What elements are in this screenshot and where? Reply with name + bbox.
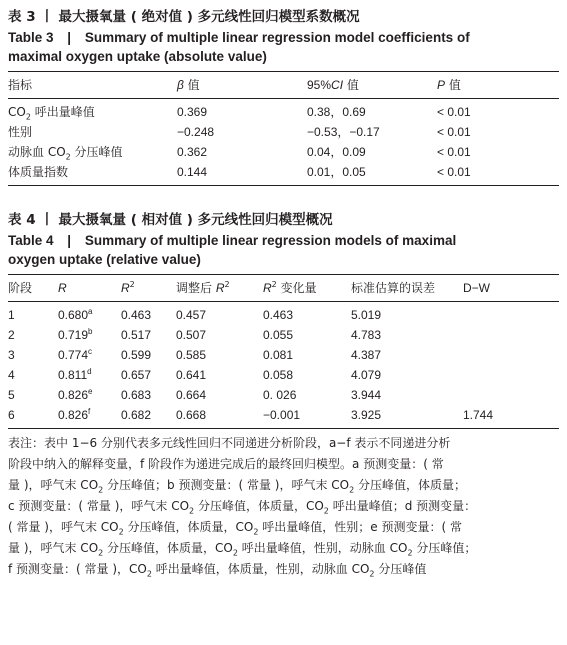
indicator-text: 动脉血 CO [8, 145, 66, 159]
indicator-subscript: 2 [25, 112, 31, 122]
table4-r2-cell: 0.517 [121, 328, 152, 342]
note-text: 分压峰值；b 预测变量：( 常量 )，呼气末 CO [103, 478, 350, 492]
indicator-text: 性别 [8, 125, 33, 139]
table4-row [8, 365, 559, 385]
table4-r-cell [58, 325, 121, 345]
table4-dw-cell [463, 345, 559, 365]
table4-header-row [8, 275, 559, 301]
r-superscript: e [88, 387, 93, 396]
table3-beta-cell: −0.248 [177, 125, 215, 139]
note-line [8, 517, 559, 538]
note-text: 分压峰值，体质量； [354, 478, 467, 492]
table4-r2-change-cell: 0.463 [263, 308, 294, 322]
note-subscript: 2 [407, 548, 413, 558]
table4-row [8, 405, 559, 425]
table3-en-separator: | [67, 30, 72, 45]
table4-std-error-cell: 4.783 [351, 328, 382, 342]
table4-adjusted-r2-cell: 0.585 [176, 348, 207, 362]
table4-en-separator: | [67, 233, 72, 248]
indicator-text-suffix: 呼出量峰值 [30, 105, 95, 119]
table4-header-std-error: 标准估算的误差 [351, 281, 436, 295]
table4-en-line1 [8, 231, 559, 250]
table4-r2-cell: 0.599 [121, 348, 152, 362]
table4-en-title-line1: Summary of multiple linear regression models of maximal [84, 233, 457, 248]
note-text: 呼出量峰值；d 预测变量： [328, 499, 477, 513]
note-text: 呼出量峰值，性别；e 预测变量：( 常 [258, 520, 462, 534]
table3-ci-cell: 0.04，0.09 [307, 145, 366, 159]
table3-en-title-line1: Summary of multiple linear regression model coefficients of [84, 30, 470, 45]
r-value: 0.680 [58, 308, 89, 322]
note-line [8, 496, 559, 517]
table4-dw-cell [463, 365, 559, 385]
table3-coefficients-table [8, 72, 559, 98]
note-text: 呼出量峰值，体质量，性别，动脉血 CO [151, 562, 370, 576]
r-superscript: d [87, 367, 92, 376]
table4-header-r: R [58, 281, 67, 295]
table3-bottom-rule [8, 185, 559, 186]
table4-std-error-cell: 3.925 [351, 408, 382, 422]
table4-std-error-cell: 3.944 [351, 388, 382, 402]
table3-header-beta: β 值 [177, 78, 200, 92]
table4-header-rule [8, 301, 559, 302]
table3-row [8, 122, 559, 142]
table4-adjusted-r2-cell: 0.457 [176, 308, 207, 322]
indicator-text: CO [8, 105, 26, 119]
table3-ci-cell: −0.53，−0.17 [307, 125, 380, 139]
note-text: 量 )，呼气末 CO [8, 478, 99, 492]
indicator-text: 体质量指数 [8, 165, 69, 179]
table3-cn-separator: 丨 [40, 9, 54, 25]
table4-std-error-cell: 5.019 [351, 308, 382, 322]
table3-header-indicator: 指标 [8, 78, 33, 92]
table4-stage-cell: 3 [8, 348, 15, 362]
table4-adjusted-r2-cell: 0.668 [176, 408, 207, 422]
table4-header-r2: $R^2$ [121, 280, 135, 295]
note-subscript: 2 [369, 569, 375, 579]
table4-dw-cell: 1.744 [463, 408, 494, 422]
document-page [8, 8, 559, 580]
table4-r-cell [58, 385, 121, 405]
note-subscript: 2 [146, 569, 152, 579]
table4-r2-cell: 0.682 [121, 408, 152, 422]
table3-header-row [8, 72, 559, 98]
table3-p-cell: < 0.01 [437, 165, 471, 179]
table3-indicator-cell [8, 102, 177, 122]
note-subscript: 2 [118, 527, 124, 537]
note-text: 分压峰值，体质量，CO [194, 499, 324, 513]
r-value: 0.826 [58, 388, 89, 402]
table4-dw-cell [463, 325, 559, 345]
table4-r2-change-cell: 0.055 [263, 328, 294, 342]
table4-r2-change-cell: 0.058 [263, 368, 294, 382]
r-value: 0.811 [58, 368, 88, 382]
table4-r2-change-cell: 0. 026 [263, 388, 297, 402]
table4-cn-separator: 丨 [40, 212, 54, 228]
table4-adjusted-r2-cell: 0.664 [176, 388, 207, 402]
table3-en-prefix: Table 3 [8, 30, 54, 45]
r-value: 0.826 [58, 408, 89, 422]
table4-cn-prefix: 表 4 [8, 212, 36, 228]
note-text: c 预测变量：( 常量 )，呼气末 CO [8, 499, 190, 513]
table4-r2-cell: 0.463 [121, 308, 152, 322]
note-text: ( 常量 )，呼气末 CO [8, 520, 119, 534]
table3-beta-cell: 0.144 [177, 165, 208, 179]
table3-row [8, 102, 559, 122]
table4-r-cell [58, 345, 121, 365]
table3-p-cell: < 0.01 [437, 105, 471, 119]
table4-std-error-cell: 4.079 [351, 368, 382, 382]
note-text: 阶段中纳入的解释变量，f 阶段作为递进完成后的最终回归模型。a 预测变量：( 常 [8, 457, 444, 471]
indicator-subscript: 2 [65, 152, 71, 162]
table4-dw-cell [463, 385, 559, 405]
note-text: 表注：表中 1−6 分别代表多元线性回归不同递进分析阶段，a−f 表示不同递进分析 [8, 436, 451, 450]
table4-adjusted-r2-cell: 0.507 [176, 328, 207, 342]
table4-header-adjusted-r2: 调整后 $R^2$ [176, 280, 230, 295]
table4-dw-cell [463, 305, 559, 325]
note-subscript: 2 [98, 548, 104, 558]
table4-chinese-title [8, 211, 559, 229]
table3-p-cell: < 0.01 [437, 125, 471, 139]
indicator-text-suffix: 分压峰值 [70, 145, 123, 159]
note-subscript: 2 [232, 548, 238, 558]
table3-cn-prefix: 表 3 [8, 9, 36, 25]
table3-ci-cell: 0.38，0.69 [307, 105, 366, 119]
table4-r-cell [58, 405, 121, 425]
note-subscript: 2 [98, 485, 104, 495]
table3-indicator-cell [8, 142, 177, 162]
table3-header-rule [8, 98, 559, 99]
table4-note [8, 433, 559, 580]
note-subscript: 2 [189, 506, 195, 516]
table4-r2-cell: 0.683 [121, 388, 152, 402]
table4-stage-cell: 5 [8, 388, 15, 402]
table3-english-title [8, 28, 559, 66]
table4-header-dw: D−W [463, 281, 490, 295]
table3-p-cell: < 0.01 [437, 145, 471, 159]
note-line [8, 475, 559, 496]
r-superscript: a [88, 307, 93, 316]
note-line [8, 538, 559, 559]
table3-beta-cell: 0.369 [177, 105, 208, 119]
table4-r2-change-cell: −0.001 [263, 408, 301, 422]
table4-r2-cell: 0.657 [121, 368, 152, 382]
note-line [8, 433, 559, 454]
table4-english-title [8, 231, 559, 269]
table4-models-table [8, 275, 559, 301]
note-subscript: 2 [349, 485, 355, 495]
table4-row [8, 305, 559, 325]
note-subscript: 2 [323, 506, 329, 516]
table4-cn-title-text: 最大摄氧量 ( 相对值 ) 多元线性回归模型概况 [58, 212, 333, 228]
table3-chinese-title [8, 8, 559, 26]
table4-header-stage: 阶段 [8, 281, 33, 295]
note-text: 量 )，呼气末 CO [8, 541, 99, 555]
note-text: f 预测变量：( 常量 )，CO [8, 562, 147, 576]
table4-stage-cell: 4 [8, 368, 15, 382]
table4-en-title-line2: oxygen uptake (relative value) [8, 252, 201, 267]
table4-r-cell [58, 365, 121, 385]
table4-r2-change-cell: 0.081 [263, 348, 294, 362]
table3-indicator-cell [8, 122, 177, 142]
table3-beta-cell: 0.362 [177, 145, 208, 159]
note-text: 分压峰值，体质量，CO [103, 541, 233, 555]
r-value: 0.719 [58, 328, 89, 342]
table4-bottom-rule [8, 428, 559, 429]
table3-indicator-cell [8, 162, 177, 182]
r-value: 0.774 [58, 348, 89, 362]
r-superscript: f [88, 407, 91, 416]
table3-header-p: P 值 [437, 78, 461, 92]
note-text: 呼出量峰值，性别，动脉血 CO [237, 541, 408, 555]
note-text: 分压峰值 [374, 562, 427, 576]
note-subscript: 2 [253, 527, 259, 537]
table3-en-title-line2: maximal oxygen uptake (absolute value) [8, 49, 267, 64]
note-text: 分压峰值； [412, 541, 477, 555]
note-text: 分压峰值，体质量，CO [123, 520, 254, 534]
table4-row [8, 385, 559, 405]
table3-header-ci: 95%CI 值 [307, 78, 359, 92]
table3-body [8, 102, 559, 182]
r-superscript: b [88, 327, 93, 336]
table4-body [8, 305, 559, 425]
table3-cn-title-text: 最大摄氧量 ( 绝对值 ) 多元线性回归模型系数概况 [58, 9, 360, 25]
table4-adjusted-r2-cell: 0.641 [176, 368, 207, 382]
note-line [8, 559, 559, 580]
table4-row [8, 345, 559, 365]
table4-r-cell [58, 305, 121, 325]
table3-en-line1 [8, 28, 559, 47]
table3-row [8, 142, 559, 162]
note-line [8, 454, 559, 475]
table4-stage-cell: 6 [8, 408, 15, 422]
table4-stage-cell: 2 [8, 328, 15, 342]
table3-ci-cell: 0.01，0.05 [307, 165, 366, 179]
table3-row [8, 162, 559, 182]
table4-en-prefix: Table 4 [8, 233, 54, 248]
r-superscript: c [88, 347, 93, 356]
table4-std-error-cell: 4.387 [351, 348, 382, 362]
table4-stage-cell: 1 [8, 308, 15, 322]
table4-header-r2-change: $R^2$ 变化量 [263, 280, 317, 295]
table4-row [8, 325, 559, 345]
